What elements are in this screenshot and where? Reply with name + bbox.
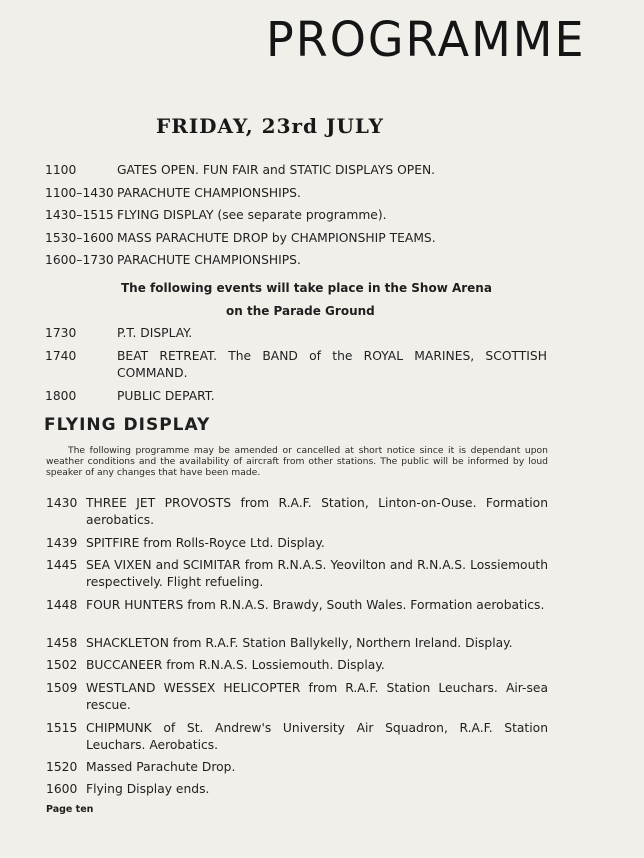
flying-desc: CHIPMUNK of St. Andrew's University Air Squadron, R.A.F. Station Leuchars. Aerobatics. [86,721,548,752]
schedule-time: 1430–1515 [45,208,114,222]
flying-disclaimer: The following programme may be amended or cancelled at short notice since it is dependant upon weather conditions and the availability of aircraft from other stations. The public will be informed by loud speaker of any changes that have been made. [46,445,548,478]
flying-display-heading: FLYING DISPLAY [44,415,211,435]
schedule-time: 1600–1730 [45,253,114,267]
date-heading: FRIDAY, 23rd JULY [156,114,384,138]
page-title: PROGRAMME [266,10,586,68]
schedule-desc: GATES OPEN. FUN FAIR and STATIC DISPLAYS OPEN. [117,163,436,177]
schedule-desc: PARACHUTE CHAMPIONSHIPS. [117,253,301,267]
flying-desc: Flying Display ends. [86,782,210,796]
arena-time: 1800 [45,389,77,403]
arena-notice-line2: on the Parade Ground [226,304,375,318]
flying-time: 1445 [46,558,78,572]
flying-time: 1600 [46,782,78,796]
arena-time: 1730 [45,326,77,340]
arena-desc: PUBLIC DEPART. [117,389,215,403]
schedule-desc: PARACHUTE CHAMPIONSHIPS. [117,186,301,200]
flying-desc: SEA VIXEN and SCIMITAR from R.N.A.S. Yeovilton and R.N.A.S. Lossiemouth respectively. Flight refueling. [86,558,548,589]
arena-desc: BEAT RETREAT. The BAND of the ROYAL MARINES, SCOTTISH COMMAND. [117,349,547,380]
flying-time: 1458 [46,636,78,650]
flying-time: 1502 [46,658,78,672]
page-number: Page ten [46,804,94,815]
flying-time: 1520 [46,760,78,774]
arena-time: 1740 [45,349,77,363]
flying-time: 1439 [46,536,78,550]
flying-time: 1509 [46,681,78,695]
schedule-time: 1100 [45,163,77,177]
flying-time: 1448 [46,598,78,612]
schedule-desc: MASS PARACHUTE DROP by CHAMPIONSHIP TEAMS. [117,231,436,245]
flying-time: 1430 [46,496,78,510]
flying-desc: SPITFIRE from Rolls-Royce Ltd. Display. [86,536,325,550]
schedule-time: 1100–1430 [45,186,114,200]
flying-desc: FOUR HUNTERS from R.N.A.S. Brawdy, South Wales. Formation aerobatics. [86,598,545,612]
flying-desc: Massed Parachute Drop. [86,760,236,774]
flying-desc: BUCCANEER from R.N.A.S. Lossiemouth. Display. [86,658,385,672]
flying-time: 1515 [46,721,78,735]
arena-notice-line1: The following events will take place in the Show Arena [121,281,492,295]
arena-desc: P.T. DISPLAY. [117,326,193,340]
schedule-time: 1530–1600 [45,231,114,245]
schedule-desc: FLYING DISPLAY (see separate programme). [117,208,387,222]
flying-desc: THREE JET PROVOSTS from R.A.F. Station, Linton-on-Ouse. Formation aerobatics. [86,496,548,527]
flying-desc: WESTLAND WESSEX HELICOPTER from R.A.F. Station Leuchars. Air-sea rescue. [86,681,548,712]
flying-desc: SHACKLETON from R.A.F. Station Ballykelly, Northern Ireland. Display. [86,636,513,650]
